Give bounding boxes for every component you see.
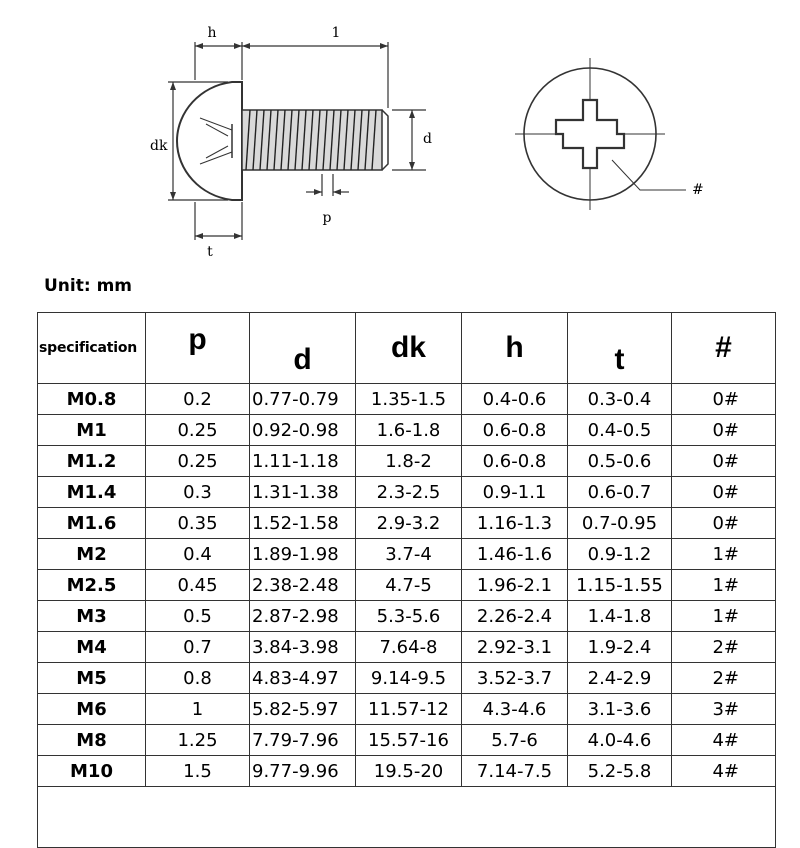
cell-d: 1.31-1.38 — [250, 477, 356, 508]
spec-table — [37, 312, 776, 848]
cell-hash: 3# — [672, 694, 776, 725]
cell-hash: 0# — [672, 477, 776, 508]
cell-d: 4.83-4.97 — [250, 663, 356, 694]
cell-p: 0.25 — [146, 415, 250, 446]
table-footer-cell — [38, 787, 776, 848]
cell-p: 0.35 — [146, 508, 250, 539]
cell-p: 0.25 — [146, 446, 250, 477]
label-dk: dk — [150, 138, 168, 154]
table-row — [38, 663, 776, 694]
phillips-cross-recess — [556, 100, 624, 168]
cell-dk: 15.57-16 — [356, 725, 462, 756]
cell-specification: M5 — [38, 663, 146, 694]
table-row — [38, 725, 776, 756]
table-row — [38, 694, 776, 725]
cell-dk: 2.9-3.2 — [356, 508, 462, 539]
cell-t: 2.4-2.9 — [568, 663, 672, 694]
cell-t: 1.9-2.4 — [568, 632, 672, 663]
cell-specification: M2.5 — [38, 570, 146, 601]
cell-hash: 0# — [672, 508, 776, 539]
header-d: d — [250, 313, 356, 384]
cell-h: 0.6-0.8 — [462, 415, 568, 446]
cell-p: 1.25 — [146, 725, 250, 756]
cell-d: 3.84-3.98 — [250, 632, 356, 663]
cell-p: 1.5 — [146, 756, 250, 787]
cell-t: 3.1-3.6 — [568, 694, 672, 725]
header-h: h — [462, 313, 568, 384]
cell-t: 1.4-1.8 — [568, 601, 672, 632]
cell-hash: 1# — [672, 601, 776, 632]
cell-p: 0.45 — [146, 570, 250, 601]
cell-d: 1.89-1.98 — [250, 539, 356, 570]
cell-d: 0.92-0.98 — [250, 415, 356, 446]
label-p: p — [322, 210, 332, 226]
unit-label: Unit: mm — [44, 276, 133, 296]
header-specification: specification — [38, 313, 146, 384]
cell-p: 0.5 — [146, 601, 250, 632]
cell-dk: 7.64-8 — [356, 632, 462, 663]
cell-dk: 3.7-4 — [356, 539, 462, 570]
label-l: 1 — [331, 25, 341, 41]
header-p: p — [146, 313, 250, 384]
cell-dk: 2.3-2.5 — [356, 477, 462, 508]
cell-d: 1.52-1.58 — [250, 508, 356, 539]
cell-dk: 9.14-9.5 — [356, 663, 462, 694]
cell-dk: 4.7-5 — [356, 570, 462, 601]
table-row — [38, 508, 776, 539]
cell-d: 5.82-5.97 — [250, 694, 356, 725]
table-row — [38, 601, 776, 632]
cell-p: 0.3 — [146, 477, 250, 508]
table-row — [38, 539, 776, 570]
cell-h: 2.92-3.1 — [462, 632, 568, 663]
cell-hash: 1# — [672, 570, 776, 601]
cell-specification: M1.4 — [38, 477, 146, 508]
cell-h: 0.6-0.8 — [462, 446, 568, 477]
label-t: t — [207, 244, 213, 260]
cell-specification: M1 — [38, 415, 146, 446]
cell-specification: M4 — [38, 632, 146, 663]
cell-p: 1 — [146, 694, 250, 725]
cell-t: 0.5-0.6 — [568, 446, 672, 477]
cell-specification: M6 — [38, 694, 146, 725]
cell-specification: M1.2 — [38, 446, 146, 477]
table-row — [38, 446, 776, 477]
cell-dk: 1.6-1.8 — [356, 415, 462, 446]
cell-hash: 4# — [672, 725, 776, 756]
cell-t: 4.0-4.6 — [568, 725, 672, 756]
cell-hash: 0# — [672, 384, 776, 415]
cell-hash: 4# — [672, 756, 776, 787]
cell-d: 2.87-2.98 — [250, 601, 356, 632]
label-d: d — [423, 131, 432, 147]
header-dk: dk — [356, 313, 462, 384]
cell-h: 1.46-1.6 — [462, 539, 568, 570]
cell-h: 0.9-1.1 — [462, 477, 568, 508]
cell-h: 1.96-2.1 — [462, 570, 568, 601]
cell-hash: 2# — [672, 663, 776, 694]
screw-dimension-diagram — [0, 0, 800, 270]
table-header-row — [38, 313, 776, 384]
cell-hash: 0# — [672, 415, 776, 446]
cell-dk: 5.3-5.6 — [356, 601, 462, 632]
label-h: h — [207, 25, 217, 41]
cell-t: 0.4-0.5 — [568, 415, 672, 446]
cell-specification: M10 — [38, 756, 146, 787]
cell-h: 4.3-4.6 — [462, 694, 568, 725]
cell-dk: 1.8-2 — [356, 446, 462, 477]
table-row — [38, 384, 776, 415]
cell-hash: 0# — [672, 446, 776, 477]
cell-specification: M3 — [38, 601, 146, 632]
cell-d: 9.77-9.96 — [250, 756, 356, 787]
cell-p: 0.4 — [146, 539, 250, 570]
cell-h: 7.14-7.5 — [462, 756, 568, 787]
cell-d: 1.11-1.18 — [250, 446, 356, 477]
header-hash: # — [672, 313, 776, 384]
cell-d: 2.38-2.48 — [250, 570, 356, 601]
table-row — [38, 570, 776, 601]
table-row — [38, 632, 776, 663]
cell-dk: 1.35-1.5 — [356, 384, 462, 415]
cell-specification: M2 — [38, 539, 146, 570]
cell-t: 0.6-0.7 — [568, 477, 672, 508]
cell-specification: M8 — [38, 725, 146, 756]
cell-hash: 1# — [672, 539, 776, 570]
table-body — [38, 384, 776, 848]
cell-hash: 2# — [672, 632, 776, 663]
cell-p: 0.8 — [146, 663, 250, 694]
cell-h: 2.26-2.4 — [462, 601, 568, 632]
cell-d: 7.79-7.96 — [250, 725, 356, 756]
cell-t: 5.2-5.8 — [568, 756, 672, 787]
cell-p: 0.7 — [146, 632, 250, 663]
cell-h: 0.4-0.6 — [462, 384, 568, 415]
table-row — [38, 477, 776, 508]
cell-h: 5.7-6 — [462, 725, 568, 756]
cell-h: 3.52-3.7 — [462, 663, 568, 694]
cell-dk: 11.57-12 — [356, 694, 462, 725]
cell-t: 1.15-1.55 — [568, 570, 672, 601]
cell-specification: M1.6 — [38, 508, 146, 539]
table-row — [38, 756, 776, 787]
cell-t: 0.9-1.2 — [568, 539, 672, 570]
label-hash: # — [692, 182, 704, 198]
cell-p: 0.2 — [146, 384, 250, 415]
cell-dk: 19.5-20 — [356, 756, 462, 787]
cell-h: 1.16-1.3 — [462, 508, 568, 539]
cell-d: 0.77-0.79 — [250, 384, 356, 415]
table-row — [38, 415, 776, 446]
header-t: t — [568, 313, 672, 384]
cell-t: 0.7-0.95 — [568, 508, 672, 539]
table-footer-row — [38, 787, 776, 848]
cell-specification: M0.8 — [38, 384, 146, 415]
cell-t: 0.3-0.4 — [568, 384, 672, 415]
